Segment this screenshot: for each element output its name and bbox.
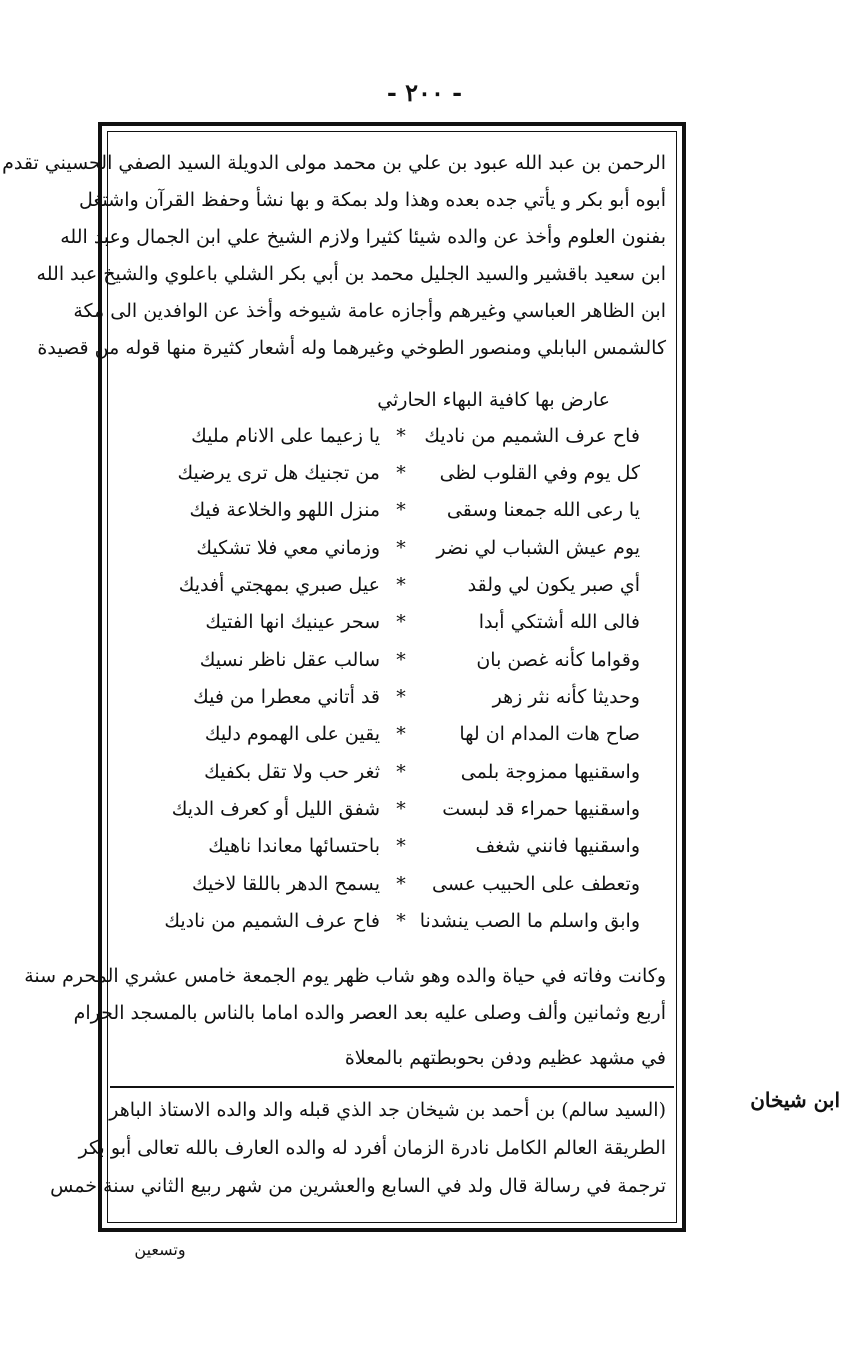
verse-row <box>140 903 640 939</box>
verse-row <box>140 418 640 454</box>
intro-line: ابن الظاهر العباسي وغيرهم وأجازه عامة شيوخه وأخذ عن الوافدين الى مكة <box>73 300 666 322</box>
verse-second-hemistich: عيل صبري بمهجتي أفديك <box>178 574 380 596</box>
verse-first-hemistich: وحديثا كأنه نثر زهر <box>492 686 640 708</box>
entry-line: (السيد سالم) بن أحمد بن شيخان جد الذي قبله والد والده الاستاذ الباهر <box>109 1099 666 1121</box>
verse-separator: * <box>396 723 406 745</box>
catchword: وتسعين <box>134 1240 186 1259</box>
verse-second-hemistich: يسمح الدهر باللقا لاخيك <box>191 873 380 895</box>
verse-second-hemistich: يا زعيما على الانام مليك <box>191 425 380 447</box>
verse-separator: * <box>396 910 406 932</box>
verse-row <box>140 604 640 640</box>
verse-separator: * <box>396 798 406 820</box>
intro-line: الرحمن بن عبد الله عبود بن علي بن محمد مولى الدويلة السيد الصفي الحسيني تقدم <box>2 152 666 174</box>
outro-line: أربع وثمانين وألف وصلى عليه بعد العصر والده اماما بالناس بالمسجد الحرام <box>73 1002 666 1024</box>
verse-second-hemistich: قد أتاني معطرا من فيك <box>193 686 380 708</box>
verse-separator: * <box>396 873 406 895</box>
verse-separator: * <box>396 537 406 559</box>
verse-separator: * <box>396 574 406 596</box>
outro-line: وكانت وفاته في حياة والده وهو شاب ظهر يوم الجمعة خامس عشري المحرم سنة <box>24 965 666 987</box>
verse-second-hemistich: سحر عينيك انها الفتيك <box>205 611 380 633</box>
verse-separator: * <box>396 649 406 671</box>
verse-first-hemistich: واسقنيها حمراء قد لبست <box>442 798 640 820</box>
intro-line: أبوه أبو بكر و يأتي جده بعده وهذا ولد بمكة و بها نشأ وحفظ القرآن واشتغل <box>78 189 666 211</box>
verse-row <box>140 828 640 864</box>
verse-row <box>140 716 640 752</box>
verse-row <box>140 866 640 902</box>
verse-second-hemistich: ثغر حب ولا تقل بكفيك <box>204 761 380 783</box>
intro-line: كالشمس البابلي ومنصور الطوخي وغيرهما وله أشعار كثيرة منها قوله من قصيدة <box>37 337 666 359</box>
verse-row <box>140 642 640 678</box>
page-number: - ٢٠٠ - <box>386 78 463 107</box>
verse-first-hemistich: كل يوم وفي القلوب لظى <box>439 462 640 484</box>
verse-second-hemistich: فاح عرف الشميم من ناديك <box>164 910 380 932</box>
verse-separator: * <box>396 462 406 484</box>
verse-first-hemistich: يا رعى الله جمعنا وسقى <box>446 499 640 521</box>
verse-separator: * <box>396 686 406 708</box>
verse-row <box>140 530 640 566</box>
verse-first-hemistich: وتعطف على الحبيب عسى <box>431 873 640 895</box>
verse-first-hemistich: يوم عيش الشباب لي نضر <box>436 537 640 559</box>
verse-separator: * <box>396 835 406 857</box>
verse-second-hemistich: باحتسائها معاندا ناهيك <box>208 835 380 857</box>
intro-line: عارض بها كافية البهاء الحارثي <box>377 389 610 411</box>
verse-second-hemistich: يقين على الهموم دليك <box>204 723 380 745</box>
margin-heading: ابن شيخان <box>750 1088 840 1112</box>
verse-first-hemistich: وابق واسلم ما الصب ينشدنا <box>419 910 640 932</box>
verse-second-hemistich: سالب عقل ناظر نسيك <box>199 649 380 671</box>
verse-row <box>140 455 640 491</box>
verse-first-hemistich: واسقنيها فانني شغف <box>475 835 640 857</box>
entry-line: ترجمة في رسالة قال ولد في السابع والعشرين من شهر ربيع الثاني سنة خمس <box>50 1175 666 1197</box>
verse-row <box>140 791 640 827</box>
verse-row <box>140 754 640 790</box>
entry-line: الطريقة العالم الكامل نادرة الزمان أفرد له والده العارف بالله تعالى أبو بكر <box>78 1137 666 1159</box>
verse-first-hemistich: واسقنيها ممزوجة بلمى <box>460 761 640 783</box>
verse-row <box>140 567 640 603</box>
verse-separator: * <box>396 499 406 521</box>
verse-separator: * <box>396 761 406 783</box>
verse-row <box>140 492 640 528</box>
intro-line: بفنون العلوم وأخذ عن والده شيئا كثيرا ولازم الشيخ علي ابن الجمال وعبد الله <box>60 226 666 248</box>
verse-first-hemistich: فاح عرف الشميم من ناديك <box>424 425 640 447</box>
verse-first-hemistich: فالى الله أشتكي أبدا <box>478 611 640 633</box>
section-divider <box>110 1086 674 1088</box>
outro-line: في مشهد عظيم ودفن بحوبطتهم بالمعلاة <box>344 1047 666 1069</box>
verse-row <box>140 679 640 715</box>
verse-second-hemistich: منزل اللهو والخلاعة فيك <box>189 499 380 521</box>
verse-second-hemistich: شفق الليل أو كعرف الديك <box>171 798 380 820</box>
intro-line: ابن سعيد باقشير والسيد الجليل محمد بن أبي بكر الشلي باعلوي والشيخ عبد الله <box>36 263 666 285</box>
verse-first-hemistich: صاح هات المدام ان لها <box>459 723 640 745</box>
verse-second-hemistich: من تجنيك هل ترى يرضيك <box>177 462 380 484</box>
verse-separator: * <box>396 611 406 633</box>
verse-separator: * <box>396 425 406 447</box>
verse-second-hemistich: وزماني معي فلا تشكيك <box>196 537 380 559</box>
verse-first-hemistich: وقواما كأنه غصن بان <box>476 649 640 671</box>
verse-first-hemistich: أي صبر يكون لي ولقد <box>467 574 640 596</box>
